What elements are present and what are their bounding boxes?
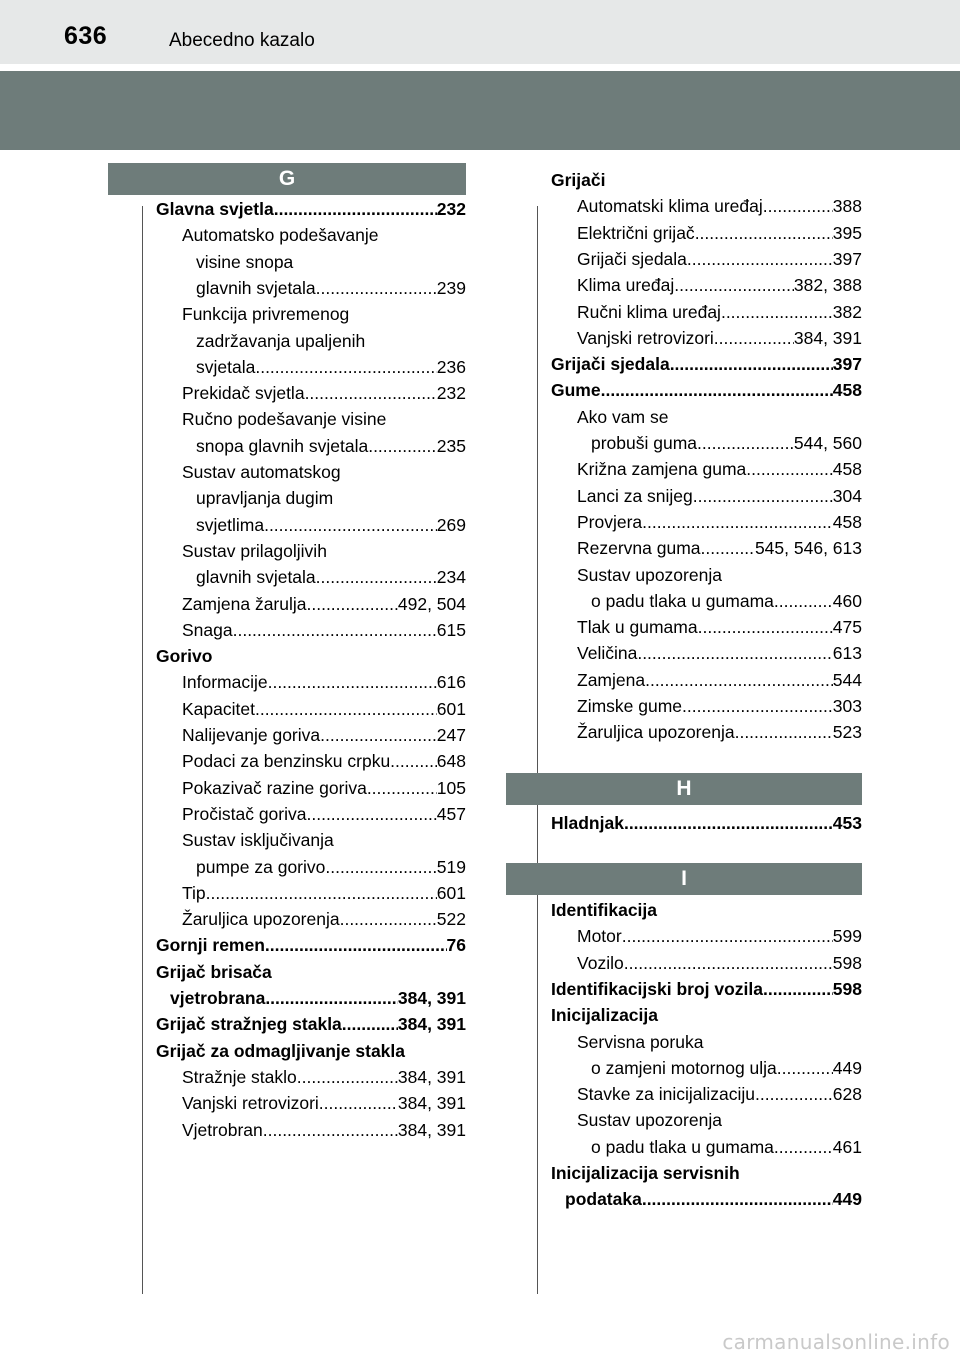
entry-label: Ako vam se <box>577 406 669 427</box>
index-entry <box>551 810 862 836</box>
entry-label: Vanjski retrovizori <box>182 1093 319 1114</box>
index-entry <box>182 669 466 695</box>
entry-label: Veličina <box>577 643 638 664</box>
index-entry <box>591 1055 862 1081</box>
index-entry <box>196 249 466 275</box>
index-entry <box>156 196 466 222</box>
entry-label: Automatski klima uređaj <box>577 196 763 217</box>
entry-label: glavnih svjetala <box>196 277 316 298</box>
index-entry <box>182 222 466 248</box>
index-entry <box>182 880 466 906</box>
entry-page: 648 <box>436 751 466 772</box>
entry-page: 384, 391 <box>397 988 466 1008</box>
entry-label: glavnih svjetala <box>196 567 316 588</box>
entry-page: 458 <box>832 380 862 401</box>
entry-label: Pročistač goriva <box>182 803 307 824</box>
leader-dots <box>735 719 833 745</box>
index-entry <box>577 272 862 298</box>
entry-page: 384, 391 <box>397 1119 466 1140</box>
entry-label: Ručno podešavanje visine <box>182 409 387 430</box>
entry-label: Grijač za odmagljivanje stakla <box>156 1040 405 1061</box>
index-entry <box>577 614 862 640</box>
section-heading-g: G <box>108 163 466 195</box>
entry-label: Automatsko podešavanje <box>182 225 379 246</box>
leader-dots <box>601 377 833 403</box>
leader-dots <box>701 535 755 561</box>
leader-dots <box>340 906 437 932</box>
entry-label: Identifikacija <box>551 900 658 920</box>
entry-label: Servisna poruka <box>577 1031 704 1052</box>
leader-dots <box>265 932 447 958</box>
entry-label: Snaga <box>182 619 233 640</box>
leader-dots <box>390 748 437 774</box>
section-heading-h: H <box>506 773 862 805</box>
entry-page: 544, 560 <box>793 433 862 453</box>
entry-page: 234 <box>436 567 466 588</box>
entry-label: Zamjena žarulja <box>182 593 307 614</box>
index-entry <box>577 325 862 351</box>
index-entry <box>196 328 466 354</box>
entry-page: 449 <box>832 1189 862 1210</box>
index-entry <box>182 1117 466 1143</box>
header-banner <box>0 71 960 150</box>
index-entry <box>551 167 862 193</box>
index-entry <box>156 643 466 669</box>
index-entry <box>170 985 466 1011</box>
entry-page: 519 <box>436 856 466 877</box>
index-entry <box>577 220 862 246</box>
leader-dots <box>624 950 833 976</box>
entry-page: 382 <box>832 301 862 322</box>
index-entry <box>551 351 862 377</box>
leader-dots <box>687 246 833 272</box>
index-entry <box>551 377 862 403</box>
entry-page: 388 <box>832 196 862 217</box>
entry-label: Prekidač svjetla <box>182 383 305 404</box>
entry-label: Zimske gume <box>577 696 683 716</box>
entry-label: Nalijevanje goriva <box>182 725 321 745</box>
leader-dots <box>316 275 437 301</box>
leader-dots <box>255 696 437 722</box>
index-entry <box>182 591 466 617</box>
index-entry <box>577 950 862 976</box>
index-entry <box>551 1160 862 1186</box>
entry-label: podataka <box>565 1189 642 1210</box>
entry-label: Podaci za benzinsku crpku <box>182 751 391 772</box>
entry-page: 601 <box>436 882 466 903</box>
entry-label: o padu tlaka u gumama <box>591 590 774 611</box>
index-entry <box>577 667 862 693</box>
page-number: 636 <box>64 22 108 50</box>
header-bar <box>0 0 960 64</box>
index-entry <box>182 617 466 643</box>
entry-label: Križna zamjena guma <box>577 459 747 480</box>
entry-label: o zamjeni motornog ulja <box>591 1057 777 1078</box>
entry-page: 395 <box>832 222 862 243</box>
index-entry <box>182 696 466 722</box>
index-entry <box>182 775 466 801</box>
index-entry <box>577 299 862 325</box>
leader-dots <box>255 354 436 380</box>
index-entry <box>577 923 862 949</box>
entry-page: 545, 546, 613 <box>754 538 862 559</box>
entry-label: o padu tlaka u gumama <box>591 1136 774 1157</box>
entry-page: 613 <box>832 643 862 664</box>
leader-dots <box>714 325 794 351</box>
entry-label: probuši guma <box>591 433 698 453</box>
leader-dots <box>774 1134 833 1160</box>
entry-label: Stavke za inicijalizaciju <box>577 1084 755 1105</box>
index-entry <box>577 404 862 430</box>
entry-label: upravljanja dugim <box>196 488 334 509</box>
entry-label: Grijači sjedala <box>551 354 670 375</box>
entry-label: Inicijalizacija servisnih <box>551 1163 740 1183</box>
entry-page: 384, 391 <box>397 1093 466 1114</box>
index-entry <box>182 1064 466 1090</box>
leader-dots <box>642 509 833 535</box>
entry-label: svjetala <box>196 356 256 377</box>
leader-dots <box>325 854 436 880</box>
entry-label: Sustav automatskog <box>182 462 341 482</box>
entry-label: Vozilo <box>577 952 624 973</box>
entry-page: 236 <box>436 356 466 377</box>
entry-page: 615 <box>436 619 466 640</box>
index-entry <box>551 1002 862 1028</box>
index-entry <box>196 512 466 538</box>
index-entry <box>577 535 862 561</box>
entry-label: Grijač stražnjeg stakla <box>156 1014 342 1035</box>
index-entry <box>577 562 862 588</box>
entry-label: Grijači sjedala <box>577 248 687 269</box>
index-entry <box>577 246 862 272</box>
entry-label: Provjera <box>577 511 643 532</box>
leader-dots <box>698 614 833 640</box>
index-entry <box>182 406 466 432</box>
index-entry <box>182 301 466 327</box>
index-entry <box>196 485 466 511</box>
entry-label: Vjetrobran <box>182 1119 263 1140</box>
leader-dots <box>320 722 437 748</box>
entry-label: Žaruljica upozorenja <box>577 722 735 743</box>
index-entry <box>182 827 466 853</box>
leader-dots <box>263 1117 398 1143</box>
leader-dots <box>682 693 833 719</box>
index-entry <box>156 959 466 985</box>
entry-label: Ručni klima uređaj <box>577 301 721 322</box>
entry-page: 449 <box>832 1057 862 1078</box>
index-entry <box>182 748 466 774</box>
index-entry <box>577 456 862 482</box>
entry-label: Gorivo <box>156 646 213 667</box>
leader-dots <box>746 456 833 482</box>
index-entry <box>196 564 466 590</box>
entry-page: 453 <box>832 813 862 833</box>
index-entry <box>551 976 862 1002</box>
index-entry <box>196 275 466 301</box>
index-entry <box>577 193 862 219</box>
entry-page: 384, 391 <box>397 1066 466 1087</box>
entry-label: Hladnjak <box>551 813 624 833</box>
index-entry <box>182 538 466 564</box>
index-entry <box>156 1038 466 1064</box>
leader-dots <box>622 923 833 949</box>
leader-dots <box>233 617 437 643</box>
entry-label: Tlak u gumama <box>577 617 698 638</box>
entry-label: Vanjski retrovizori <box>577 327 714 348</box>
left-column-rule <box>142 206 143 1294</box>
entry-label: Sustav upozorenja <box>577 1110 722 1131</box>
entry-page: 247 <box>436 725 466 745</box>
leader-dots <box>368 433 437 459</box>
entry-page: 76 <box>446 935 466 956</box>
leader-dots <box>316 564 437 590</box>
entry-label: Sustav upozorenja <box>577 564 722 585</box>
leader-dots <box>206 880 437 906</box>
entry-label: Informacije <box>182 672 268 693</box>
entry-label: Stražnje staklo <box>182 1066 297 1087</box>
index-entry <box>565 1186 862 1212</box>
index-entry <box>577 1029 862 1055</box>
leader-dots <box>307 591 398 617</box>
leader-dots <box>342 1011 398 1037</box>
index-entry <box>196 354 466 380</box>
entry-label: Gume <box>551 380 601 401</box>
entry-page: 460 <box>832 590 862 611</box>
entry-label: Inicijalizacija <box>551 1005 658 1026</box>
leader-dots <box>637 640 832 666</box>
entry-label: pumpe za gorivo <box>196 856 326 877</box>
entry-label: zadržavanja upaljenih <box>196 330 366 351</box>
entry-page: 601 <box>436 698 466 719</box>
leader-dots <box>777 1055 833 1081</box>
entry-page: 397 <box>832 354 862 375</box>
index-entry <box>196 854 466 880</box>
entry-page: 105 <box>436 777 466 798</box>
index-entry <box>591 1134 862 1160</box>
right-column-rule <box>537 206 538 1294</box>
entry-page: 461 <box>832 1136 862 1157</box>
index-entry <box>196 433 466 459</box>
entry-label: Kapacitet <box>182 698 255 719</box>
section-heading-i: I <box>506 863 862 895</box>
entry-page: 492, 504 <box>397 593 466 614</box>
leader-dots <box>367 775 437 801</box>
entry-page: 239 <box>436 277 466 298</box>
leader-dots <box>265 985 398 1011</box>
index-entry <box>551 897 862 923</box>
leader-dots <box>697 430 794 456</box>
leader-dots <box>624 810 833 836</box>
index-entry <box>182 906 466 932</box>
entry-label: Glavna svjetla <box>156 199 274 219</box>
index-entry <box>577 719 862 745</box>
index-entry <box>577 509 862 535</box>
entry-page: 397 <box>832 248 862 269</box>
entry-label: Pokazivač razine goriva <box>182 777 367 798</box>
index-entry <box>577 693 862 719</box>
leader-dots <box>774 588 833 614</box>
entry-page: 616 <box>436 672 466 693</box>
entry-label: Lanci za snijeg <box>577 485 693 506</box>
leader-dots <box>721 299 833 325</box>
entry-label: vjetrobrana <box>170 988 266 1008</box>
entry-page: 599 <box>832 926 862 947</box>
page-title: Abecedno kazalo <box>169 30 315 51</box>
entry-label: Sustav isključivanja <box>182 830 334 851</box>
watermark: carmanualsonline.info <box>722 1330 950 1354</box>
leader-dots <box>693 483 833 509</box>
entry-label: Rezervna guma <box>577 538 701 559</box>
leader-dots <box>763 976 833 1002</box>
entry-page: 544 <box>832 669 862 690</box>
entry-page: 232 <box>436 199 466 219</box>
entry-page: 628 <box>832 1084 862 1105</box>
leader-dots <box>670 351 833 377</box>
index-entry <box>182 459 466 485</box>
entry-page: 384, 391 <box>397 1014 466 1035</box>
index-entry <box>182 801 466 827</box>
leader-dots <box>297 1064 398 1090</box>
entry-page: 304 <box>832 485 862 506</box>
entry-page: 475 <box>832 617 862 638</box>
entry-label: Identifikacijski broj vozila <box>551 978 764 999</box>
entry-label: Tip <box>182 882 206 903</box>
entry-page: 232 <box>436 383 466 404</box>
index-entry <box>591 588 862 614</box>
leader-dots <box>274 196 437 222</box>
entry-label: Električni grijač <box>577 222 695 243</box>
entry-page: 235 <box>436 435 466 456</box>
index-entry <box>182 380 466 406</box>
leader-dots <box>305 380 437 406</box>
index-entry <box>577 1081 862 1107</box>
leader-dots <box>642 1186 833 1212</box>
entry-label: svjetlima <box>196 514 265 535</box>
entry-label: snopa glavnih svjetala <box>196 435 369 456</box>
entry-label: Žaruljica upozorenja <box>182 909 340 930</box>
entry-label: Sustav prilagoljivih <box>182 540 327 561</box>
entry-label: Grijači <box>551 170 606 190</box>
index-entry <box>182 722 466 748</box>
entry-page: 458 <box>832 511 862 532</box>
leader-dots <box>268 669 437 695</box>
index-entry <box>182 1090 466 1116</box>
entry-label: Motor <box>577 926 622 947</box>
leader-dots <box>645 667 833 693</box>
leader-dots <box>674 272 794 298</box>
leader-dots <box>755 1081 833 1107</box>
leader-dots <box>264 512 437 538</box>
entry-label: Funkcija privremenog <box>182 304 350 325</box>
leader-dots <box>319 1090 398 1116</box>
index-entry <box>156 1011 466 1037</box>
leader-dots <box>695 220 833 246</box>
entry-page: 457 <box>436 803 466 824</box>
entry-page: 458 <box>832 459 862 480</box>
index-entry <box>156 932 466 958</box>
index-entry <box>577 483 862 509</box>
index-entry <box>591 430 862 456</box>
index-entry <box>577 1107 862 1133</box>
leader-dots <box>763 193 833 219</box>
entry-page: 382, 388 <box>793 275 862 296</box>
entry-label: Gornji remen <box>156 935 265 956</box>
entry-page: 303 <box>832 696 862 716</box>
entry-page: 598 <box>832 952 862 973</box>
entry-page: 384, 391 <box>793 327 862 348</box>
entry-label: visine snopa <box>196 251 294 272</box>
entry-page: 522 <box>436 909 466 930</box>
entry-label: Klima uređaj <box>577 275 675 296</box>
index-entry <box>577 640 862 666</box>
entry-label: Grijač brisača <box>156 961 272 982</box>
leader-dots <box>307 801 437 827</box>
entry-page: 269 <box>436 514 466 535</box>
entry-label: Zamjena <box>577 669 646 690</box>
entry-page: 523 <box>832 722 862 743</box>
entry-page: 598 <box>832 978 862 999</box>
